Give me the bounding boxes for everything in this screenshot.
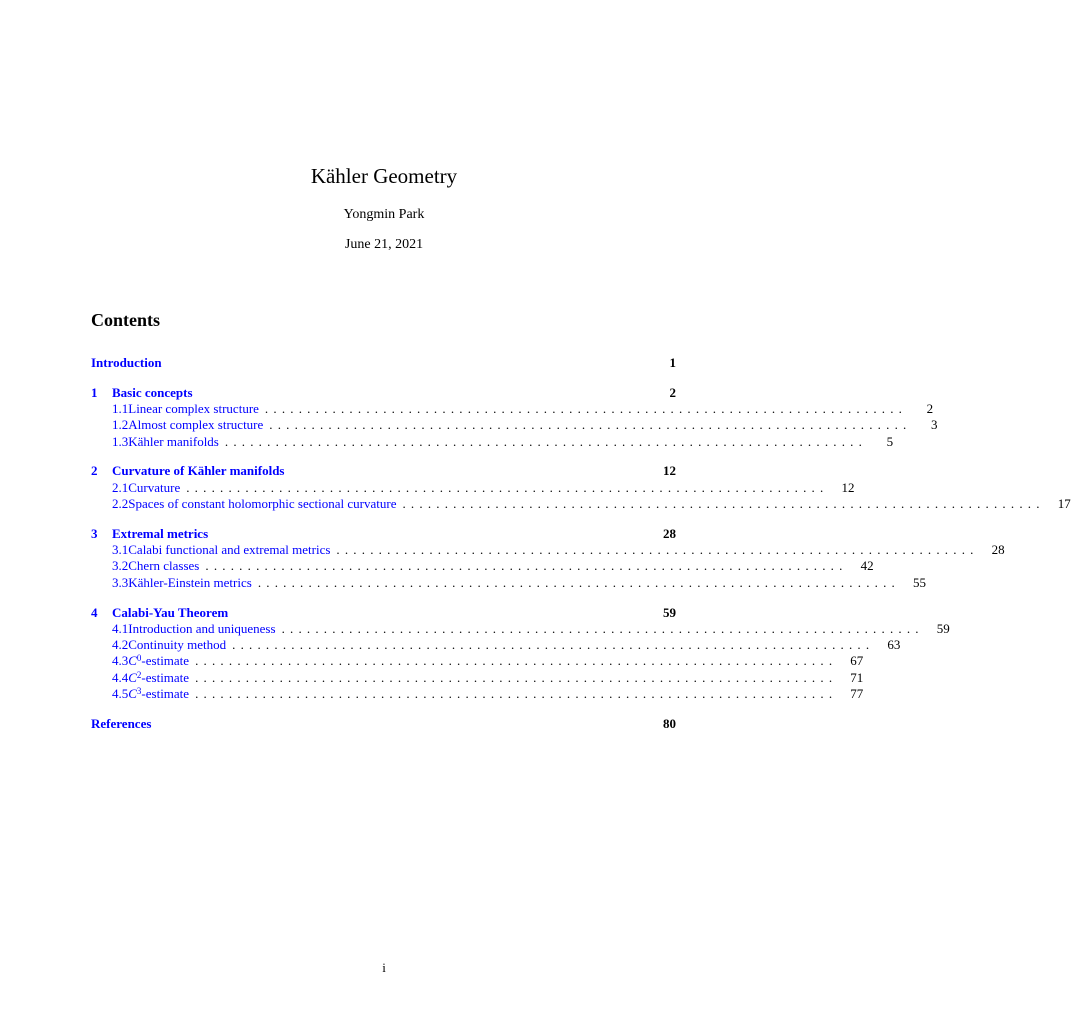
toc-leader-dots: ............................................................................ <box>264 401 908 417</box>
toc-section-label-suffix: -estimate <box>141 686 190 702</box>
toc-chapter-number: 2 <box>91 463 98 479</box>
toc-section-3-3[interactable] <box>91 574 927 591</box>
toc-leader-dots: ............................................................................ <box>224 433 868 449</box>
toc-references-page: 80 <box>663 715 676 731</box>
toc-chapter-label[interactable]: Basic concepts <box>112 384 193 400</box>
toc-chapter-3[interactable] <box>91 526 676 542</box>
page-number: i <box>382 960 386 975</box>
toc-section-label[interactable]: Chern classes <box>128 558 200 574</box>
toc-section-page: 5 <box>886 433 894 449</box>
toc-chapter-1[interactable] <box>91 385 676 401</box>
toc-section-page: 2 <box>926 401 934 417</box>
toc-section-2-1[interactable] <box>91 479 855 496</box>
toc-section-number: 2.2 <box>112 496 129 512</box>
toc-section-page: 28 <box>991 542 1005 558</box>
toc-section-page: 67 <box>850 653 864 669</box>
toc-introduction-page: 1 <box>669 355 676 370</box>
toc-chapter-2[interactable] <box>91 463 676 479</box>
toc-section-number: 3.2 <box>112 558 129 574</box>
toc-references-label[interactable]: References <box>91 715 152 731</box>
toc-introduction[interactable] <box>91 355 676 371</box>
toc-section-label[interactable] <box>128 670 189 686</box>
toc-section-label[interactable]: Calabi functional and extremal metrics <box>128 542 331 558</box>
toc-section-page: 77 <box>850 686 864 702</box>
toc-leader-dots: ............................................................................ <box>195 669 838 685</box>
toc-leader-dots: ............................................................................ <box>232 637 875 653</box>
toc-section-page: 17 <box>1057 496 1071 512</box>
math-symbol: C <box>128 669 137 685</box>
math-symbol: C <box>128 653 137 669</box>
toc-section-page: 12 <box>841 479 855 495</box>
toc-section-page: 3 <box>930 417 938 433</box>
math-superscript: 2 <box>136 669 142 680</box>
toc-section-number: 3.1 <box>112 542 129 558</box>
toc-section-number: 4.5 <box>112 686 129 702</box>
toc-section-page: 71 <box>850 669 864 685</box>
toc-leader-dots: ............................................................................ <box>402 496 1045 512</box>
toc-leader-dots: ............................................................................ <box>195 653 838 669</box>
math-symbol: C <box>128 686 137 702</box>
contents-heading: Contents <box>91 310 161 330</box>
toc-section-label[interactable]: Introduction and uniqueness <box>128 620 276 636</box>
document-author: Yongmin Park <box>343 207 425 222</box>
toc-section-label[interactable]: Kähler-Einstein metrics <box>128 574 252 590</box>
toc-section-number: 4.4 <box>112 669 129 685</box>
toc-section-number: 4.2 <box>112 637 129 653</box>
toc-section-4-3[interactable] <box>91 653 864 669</box>
toc-chapter-page: 12 <box>663 463 676 479</box>
math-superscript: 0 <box>136 653 142 664</box>
toc-section-number: 1.1 <box>112 401 129 417</box>
toc-chapter-page: 59 <box>663 604 676 620</box>
toc-section-page: 42 <box>860 558 874 574</box>
toc-section-3-1[interactable] <box>91 542 1005 558</box>
math-superscript: 3 <box>136 686 142 697</box>
toc-section-label-suffix: -estimate <box>141 653 190 669</box>
toc-chapter-4[interactable] <box>91 605 676 621</box>
toc-section-number: 3.3 <box>112 574 129 590</box>
toc-section-1-2[interactable] <box>91 417 938 433</box>
toc-section-1-3[interactable] <box>91 433 894 450</box>
toc-chapter-number: 1 <box>91 384 98 400</box>
document-date: June 21, 2021 <box>344 237 424 252</box>
toc-section-label[interactable]: Curvature <box>128 479 181 495</box>
toc-introduction-label[interactable]: Introduction <box>91 355 162 370</box>
toc-chapter-page: 28 <box>663 525 676 541</box>
toc-chapter-page: 2 <box>669 384 676 400</box>
toc-section-label[interactable]: Spaces of constant holomorphic sectional curvature <box>128 496 397 512</box>
table-of-contents <box>91 355 1071 732</box>
toc-section-4-2[interactable] <box>91 637 901 653</box>
toc-section-page: 55 <box>913 574 927 590</box>
toc-chapter-label[interactable]: Curvature of Kähler manifolds <box>112 463 285 479</box>
toc-section-label[interactable] <box>128 686 189 702</box>
toc-section-4-1[interactable] <box>91 620 950 637</box>
toc-section-1-1[interactable] <box>91 401 934 417</box>
toc-chapter-number: 3 <box>91 525 98 541</box>
toc-section-number: 2.1 <box>112 479 129 495</box>
toc-section-number: 4.1 <box>112 620 129 636</box>
document-title: Kähler Geometry <box>310 164 458 188</box>
toc-leader-dots: ............................................................................ <box>336 542 979 558</box>
toc-section-number: 1.3 <box>112 433 129 449</box>
title-block <box>0 162 768 254</box>
toc-section-page: 59 <box>936 620 950 636</box>
toc-section-3-2[interactable] <box>91 558 874 574</box>
toc-section-label[interactable] <box>128 653 189 669</box>
toc-section-label[interactable]: Almost complex structure <box>128 417 264 433</box>
toc-section-4-4[interactable] <box>91 669 864 686</box>
toc-leader-dots: ............................................................................ <box>205 558 848 574</box>
toc-section-2-2[interactable] <box>91 496 1071 512</box>
toc-section-page: 63 <box>887 637 901 653</box>
toc-leader-dots: ............................................................................ <box>195 686 838 702</box>
toc-section-label-suffix: -estimate <box>141 669 190 685</box>
toc-leader-dots: ............................................................................ <box>281 620 924 636</box>
toc-chapter-number: 4 <box>91 604 98 620</box>
toc-section-4-5[interactable] <box>91 686 864 702</box>
toc-chapter-label[interactable]: Extremal metrics <box>112 525 209 541</box>
toc-section-number: 1.2 <box>112 417 129 433</box>
toc-section-label[interactable]: Continuity method <box>128 637 227 653</box>
toc-section-label[interactable]: Kähler manifolds <box>128 433 219 449</box>
toc-section-label[interactable]: Linear complex structure <box>128 401 259 417</box>
toc-chapter-label[interactable]: Calabi-Yau Theorem <box>112 604 229 620</box>
toc-leader-dots: ............................................................................ <box>269 417 912 433</box>
toc-references[interactable] <box>91 716 676 732</box>
toc-leader-dots: ............................................................................ <box>186 479 829 495</box>
toc-leader-dots: ............................................................................ <box>257 574 901 590</box>
toc-section-number: 4.3 <box>112 653 129 669</box>
